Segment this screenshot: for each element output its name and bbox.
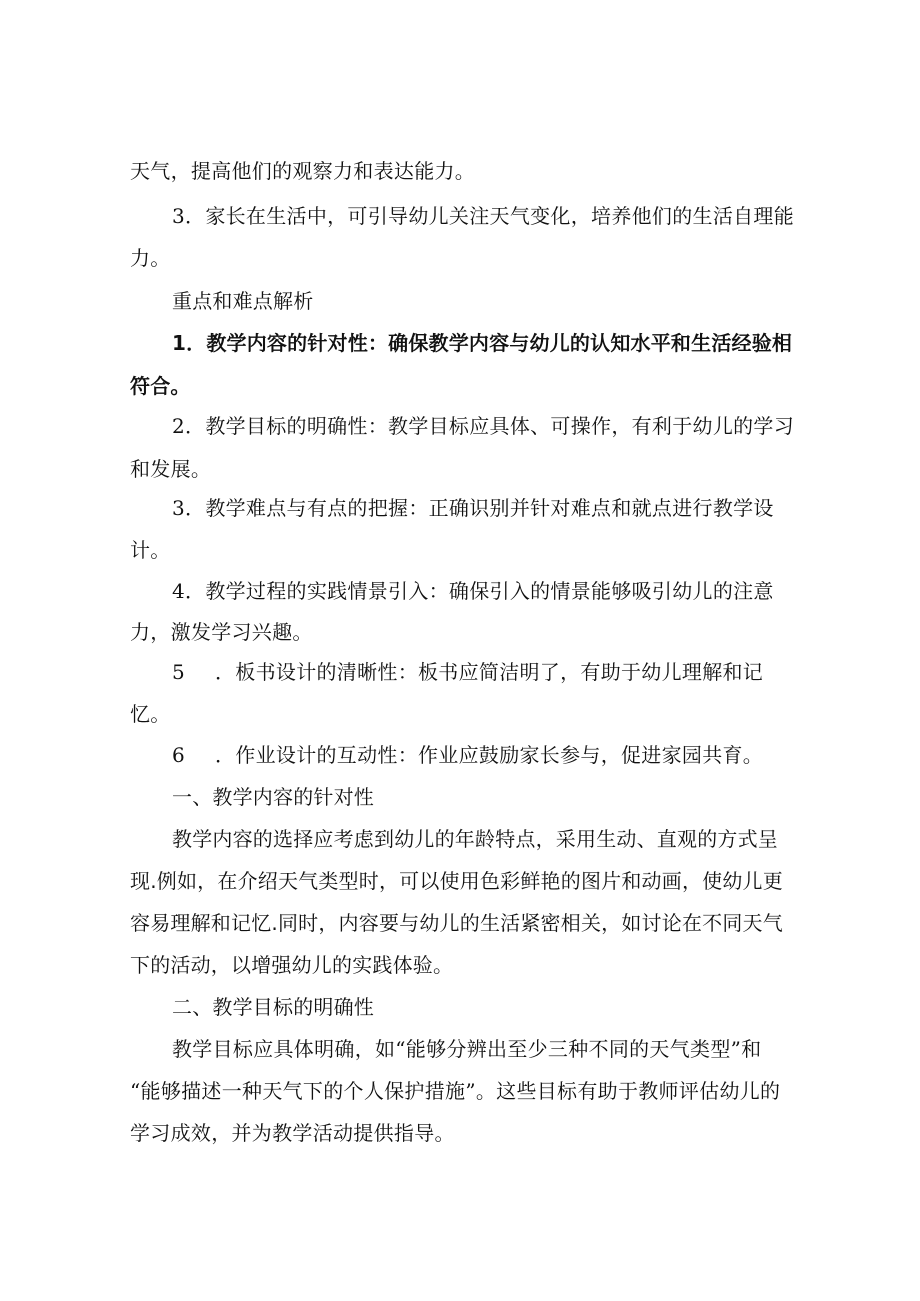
section-heading: 一、教学内容的针对性 xyxy=(172,785,374,809)
section-heading: 二、教学目标的明确性 xyxy=(172,995,374,1019)
text-line: 符合。 xyxy=(130,374,191,398)
text-line: 天气，提高他们的观察力和表达能力。 xyxy=(130,159,476,183)
text-line: 3．教学难点与有点的把握：正确识别并针对难点和就点进行教学设 xyxy=(172,496,774,520)
text-line: ．作业设计的互动性：作业应鼓励家长参与，促进家园共育。 xyxy=(215,743,764,767)
text-line: 计。 xyxy=(130,538,171,562)
text-line: 和发展。 xyxy=(130,457,212,481)
text-line: 3．家长在生活中，可引导幼儿关注天气变化，培养他们的生活自理能 xyxy=(172,204,795,228)
text-line: 力。 xyxy=(130,246,171,270)
text-line: 4．教学过程的实践情景引入：确保引入的情景能够吸引幼儿的注意 xyxy=(172,579,774,603)
text-line: 教学目标应具体明确，如“能够分辨出至少三种不同的天气类型”和 xyxy=(172,1037,762,1061)
list-number: 6 xyxy=(172,743,186,767)
text-line: 1．教学内容的针对性：确保教学内容与幼儿的认知水平和生活经验相 xyxy=(172,331,793,355)
text-line: 容易理解和记忆.同时，内容要与幼儿的生活紧密相关，如讨论在不同天气 xyxy=(130,911,783,935)
list-number: 5 xyxy=(172,660,186,684)
text-line: 现.例如，在介绍天气类型时，可以使用色彩鲜艳的图片和动画，使幼儿更 xyxy=(130,869,783,893)
text-line: 2．教学目标的明确性：教学目标应具体、可操作，有利于幼儿的学习 xyxy=(172,414,795,438)
text-line: ．板书设计的清晰性：板书应简洁明了，有助于幼儿理解和记 xyxy=(215,660,764,684)
text-line: 忆。 xyxy=(130,702,171,726)
text-line: 教学内容的选择应考虑到幼儿的年龄特点，采用生动、直观的方式呈 xyxy=(172,827,778,851)
section-heading: 重点和难点解析 xyxy=(172,289,314,313)
text-line: 力，激发学习兴趣。 xyxy=(130,620,313,644)
text-line: “能够描述一种天气下的个人保护措施”。这些目标有助于教师评估幼儿的 xyxy=(130,1079,781,1103)
text-line: 学习成效，并为教学活动提供指导。 xyxy=(130,1121,455,1145)
text-line: 下的活动，以增强幼儿的实践体验。 xyxy=(130,953,454,977)
